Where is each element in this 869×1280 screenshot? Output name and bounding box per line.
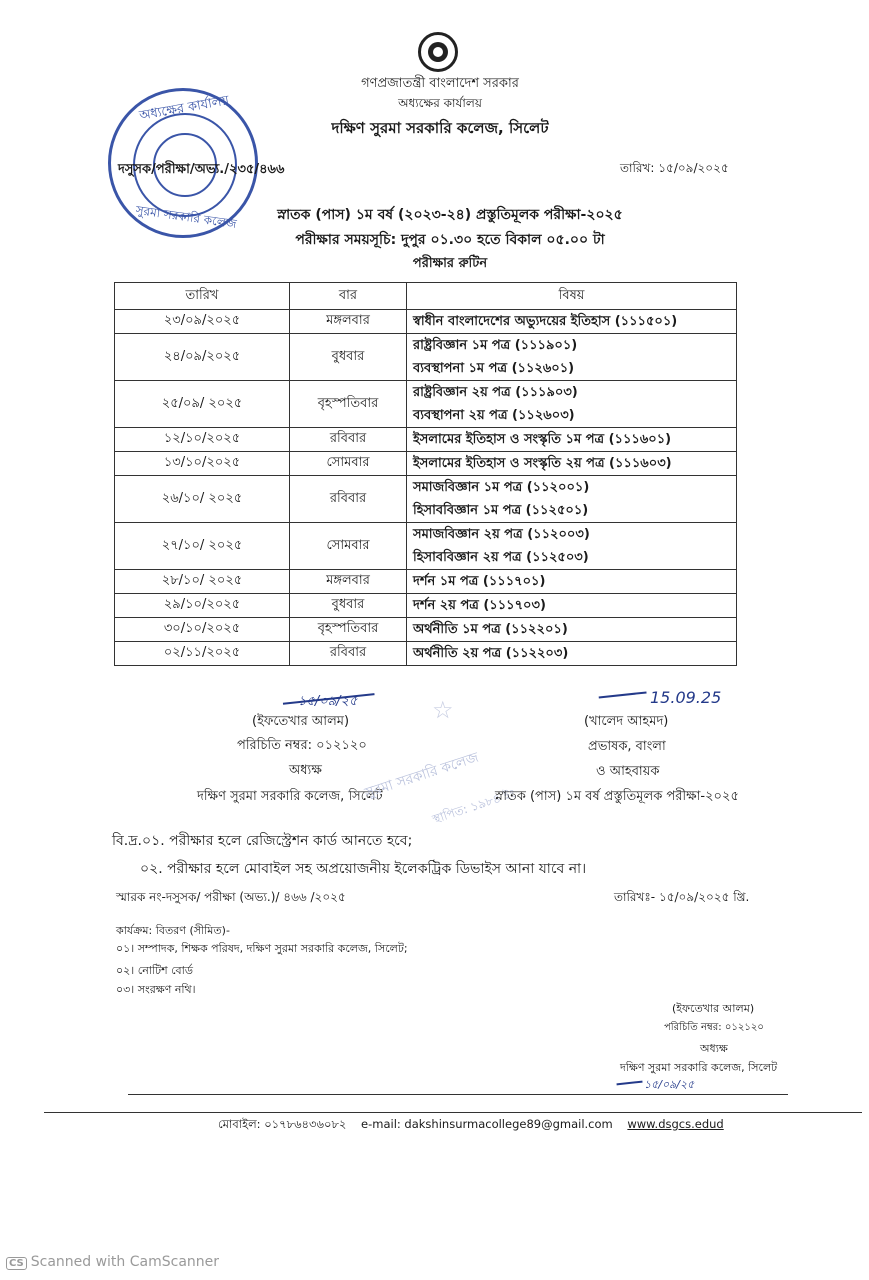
- subject-line: রাষ্ট্রবিজ্ঞান ২য় পত্র (১১১৯০৩): [413, 385, 578, 400]
- convener-title: প্রভাষক, বাংলা: [588, 739, 666, 754]
- subject-line: ইসলামের ইতিহাস ও সংস্কৃতি ১ম পত্র (১১১৬০১): [413, 432, 672, 447]
- header-subject: বিষয়: [407, 283, 737, 310]
- cell-date: ৩০/১০/২০২৫: [115, 618, 290, 642]
- convener-role: ও আহবায়ক: [596, 764, 660, 779]
- subject-line: হিসাববিজ্ঞান ২য় পত্র (১১২৫০৩): [413, 550, 589, 565]
- header-college: দক্ষিণ সুরমা সরকারি কলেজ, সিলেট: [331, 119, 549, 137]
- cell-day: সোমবার: [290, 523, 407, 570]
- table-row: [115, 642, 737, 666]
- routine-title: পরীক্ষার রুটিন: [412, 256, 488, 271]
- cell-day: বুধবার: [290, 594, 407, 618]
- seal-text-bottom: সুরমা সরকারি কলেজ: [134, 203, 238, 232]
- memo2-date: তারিখঃ- ১৫/০৯/২০২৫ খ্রি.: [614, 890, 750, 904]
- table-row: [115, 310, 737, 334]
- memo2-reference: স্মারক নং-দসুসক/ পরীক্ষা (অভ্য.)/ ৪৬৬ /২০২৫: [116, 890, 346, 904]
- footer-mobile: মোবাইল: ০১৭৮৬৪৩৬০৮২: [218, 1117, 347, 1131]
- bottom-signatory-org: দক্ষিণ সুরমা সরকারি কলেজ, সিলেট: [620, 1061, 778, 1074]
- cell-day: রবিবার: [290, 642, 407, 666]
- cell-date: ২৮/১০/ ২০২৫: [115, 570, 290, 594]
- table-row: [115, 452, 737, 476]
- principal-id: পরিচিতি নম্বর: ০১২১২০: [237, 738, 367, 753]
- cell-subject: [407, 428, 737, 452]
- table-header-row: [115, 283, 737, 310]
- note-line-2: ০২. পরীক্ষার হলে মোবাইল সহ অপ্রয়োজনীয় ইলেকট্রিক ডিভাইস আনা যাবে না।: [140, 861, 587, 877]
- subject-line: হিসাববিজ্ঞান ১ম পত্র (১১২৫০১): [413, 503, 589, 518]
- footer-email: e-mail: dakshinsurmacollege89@gmail.com: [361, 1117, 613, 1131]
- cell-date: ২৯/১০/২০২৫: [115, 594, 290, 618]
- cell-subject: [407, 618, 737, 642]
- cell-subject: [407, 310, 737, 334]
- header-government: গণপ্রজাতন্ত্রী বাংলাদেশ সরকার: [361, 76, 519, 91]
- camscanner-text: Scanned with CamScanner: [30, 1254, 220, 1270]
- cell-day: মঙ্গলবার: [290, 310, 407, 334]
- cell-day: সোমবার: [290, 452, 407, 476]
- cell-date: ১৩/১০/২০২৫: [115, 452, 290, 476]
- subject-line: সমাজবিজ্ঞান ২য় পত্র (১১২০০৩): [413, 527, 590, 542]
- header-day: বার: [290, 283, 407, 310]
- footer-contact: [218, 1116, 858, 1135]
- table-row: [115, 618, 737, 642]
- table-row: [115, 381, 737, 428]
- cell-subject: [407, 334, 737, 381]
- memo-date: তারিখ: ১৫/০৯/২০২৫: [620, 161, 729, 175]
- table-row: [115, 428, 737, 452]
- watermark-established: স্থাপিত: ১৯৮৪ ইং: [430, 786, 517, 827]
- convener-name: (খালেদ আহমদ): [584, 714, 669, 729]
- table-row: [115, 594, 737, 618]
- distribution-heading: কার্যক্রম: বিতরণ (সীমিত)-: [116, 924, 230, 937]
- cell-date: ০২/১১/২০২৫: [115, 642, 290, 666]
- cell-day: বৃহস্পতিবার: [290, 618, 407, 642]
- exam-title: স্নাতক (পাস) ১ম বর্ষ (২০২৩-২৪) প্রস্তুতিমূলক পরীক্ষা-২০২৫: [277, 207, 623, 223]
- table-row: [115, 334, 737, 381]
- camscanner-logo-icon: CS: [6, 1257, 27, 1270]
- principal-signed-date: ১৫/০৯/২৫: [298, 694, 358, 709]
- bottom-signatory-name: (ইফতেখার আলম): [672, 1002, 755, 1015]
- bottom-signature: [615, 1071, 642, 1086]
- table-row: [115, 523, 737, 570]
- cell-subject: [407, 594, 737, 618]
- footer-divider: [44, 1112, 862, 1113]
- distribution-item-1: ০১। সম্পাদক, শিক্ষক পরিষদ, দক্ষিণ সুরমা সরকারি কলেজ, সিলেট;: [116, 942, 408, 955]
- memo-reference: দসুসক/পরীক্ষা/অভ্য./২৩৫/৪৬৬: [118, 162, 285, 177]
- subject-line: অর্থনীতি ২য় পত্র (১১২২০৩): [413, 646, 569, 661]
- subject-line: সমাজবিজ্ঞান ১ম পত্র (১১২০০১): [413, 480, 590, 495]
- cell-day: বুধবার: [290, 334, 407, 381]
- table-row: [115, 570, 737, 594]
- cell-date: ২৫/০৯/ ২০২৫: [115, 381, 290, 428]
- cell-date: ২৭/১০/ ২০২৫: [115, 523, 290, 570]
- subject-line: দর্শন ২য় পত্র (১১১৭০৩): [413, 598, 546, 613]
- routine-table-body: [115, 310, 737, 666]
- subject-line: স্বাধীন বাংলাদেশের অভ্যুদয়ের ইতিহাস (১১১৫০১): [413, 314, 678, 329]
- watermark-college: সুরমা সরকারি কলেজ: [362, 749, 481, 802]
- cell-subject: [407, 452, 737, 476]
- subject-line: ব্যবস্থাপনা ২য় পত্র (১১২৬০৩): [413, 408, 575, 423]
- cell-date: ১২/১০/২০২৫: [115, 428, 290, 452]
- table-row: [115, 476, 737, 523]
- convener-org: স্নাতক (পাস) ১ম বর্ষ প্রস্তুতিমূলক পরীক্ষা-২০২৫: [495, 789, 739, 804]
- cell-day: বৃহস্পতিবার: [290, 381, 407, 428]
- bottom-signatory-id: পরিচিতি নম্বর: ০১২১২০: [664, 1022, 764, 1033]
- cell-subject: [407, 381, 737, 428]
- subject-line: ইসলামের ইতিহাস ও সংস্কৃতি ২য় পত্র (১১১৬০৩): [413, 456, 672, 471]
- cell-date: ২৬/১০/ ২০২৫: [115, 476, 290, 523]
- routine-table: [114, 282, 737, 666]
- seal-text-top: অধ্যক্ষের কার্যালয়: [138, 93, 231, 124]
- principal-org: দক্ষিণ সুরমা সরকারি কলেজ, সিলেট: [197, 789, 383, 804]
- distribution-item-3: ০৩। সংরক্ষণ নথি।: [116, 983, 196, 996]
- cell-subject: [407, 476, 737, 523]
- subject-line: রাষ্ট্রবিজ্ঞান ১ম পত্র (১১১৯০১): [413, 338, 578, 353]
- cell-subject: [407, 523, 737, 570]
- signature-divider: [128, 1094, 788, 1095]
- convener-signature: [597, 680, 646, 699]
- cell-subject: [407, 642, 737, 666]
- star-icon: ☆: [432, 696, 454, 724]
- camscanner-watermark: [6, 1254, 266, 1270]
- bottom-signed-date: ১৫/০৯/২৫: [644, 1078, 695, 1091]
- cell-day: রবিবার: [290, 476, 407, 523]
- footer-website[interactable]: www.dsgcs.edud: [627, 1117, 724, 1131]
- header-office: অধ্যক্ষের কার্যালয়: [398, 96, 482, 110]
- cell-day: মঙ্গলবার: [290, 570, 407, 594]
- subject-line: ব্যবস্থাপনা ১ম পত্র (১১২৬০১): [413, 361, 575, 376]
- principal-title: অধ্যক্ষ: [289, 763, 322, 778]
- government-emblem-icon: [418, 32, 458, 72]
- cell-date: ২৪/০৯/২০২৫: [115, 334, 290, 381]
- bottom-signatory-title: অধ্যক্ষ: [700, 1042, 728, 1055]
- subject-line: দর্শন ১ম পত্র (১১১৭০১): [413, 574, 546, 589]
- principal-name: (ইফতেখার আলম): [252, 714, 350, 729]
- cell-subject: [407, 570, 737, 594]
- cell-day: রবিবার: [290, 428, 407, 452]
- subject-line: অর্থনীতি ১ম পত্র (১১২২০১): [413, 622, 568, 637]
- cell-date: ২৩/০৯/২০২৫: [115, 310, 290, 334]
- exam-schedule: পরীক্ষার সময়সূচি: দুপুর ০১.৩০ হতে বিকাল ০৫.০০ টা: [295, 232, 605, 248]
- note-line-1: বি.দ্র.০১. পরীক্ষার হলে রেজিস্ট্রেশন কার্ড আনতে হবে;: [112, 833, 413, 849]
- convener-signed-date: 15.09.25: [650, 688, 722, 707]
- distribution-item-2: ০২। নোটিশ বোর্ড: [116, 964, 193, 977]
- header-date: তারিখ: [115, 283, 290, 310]
